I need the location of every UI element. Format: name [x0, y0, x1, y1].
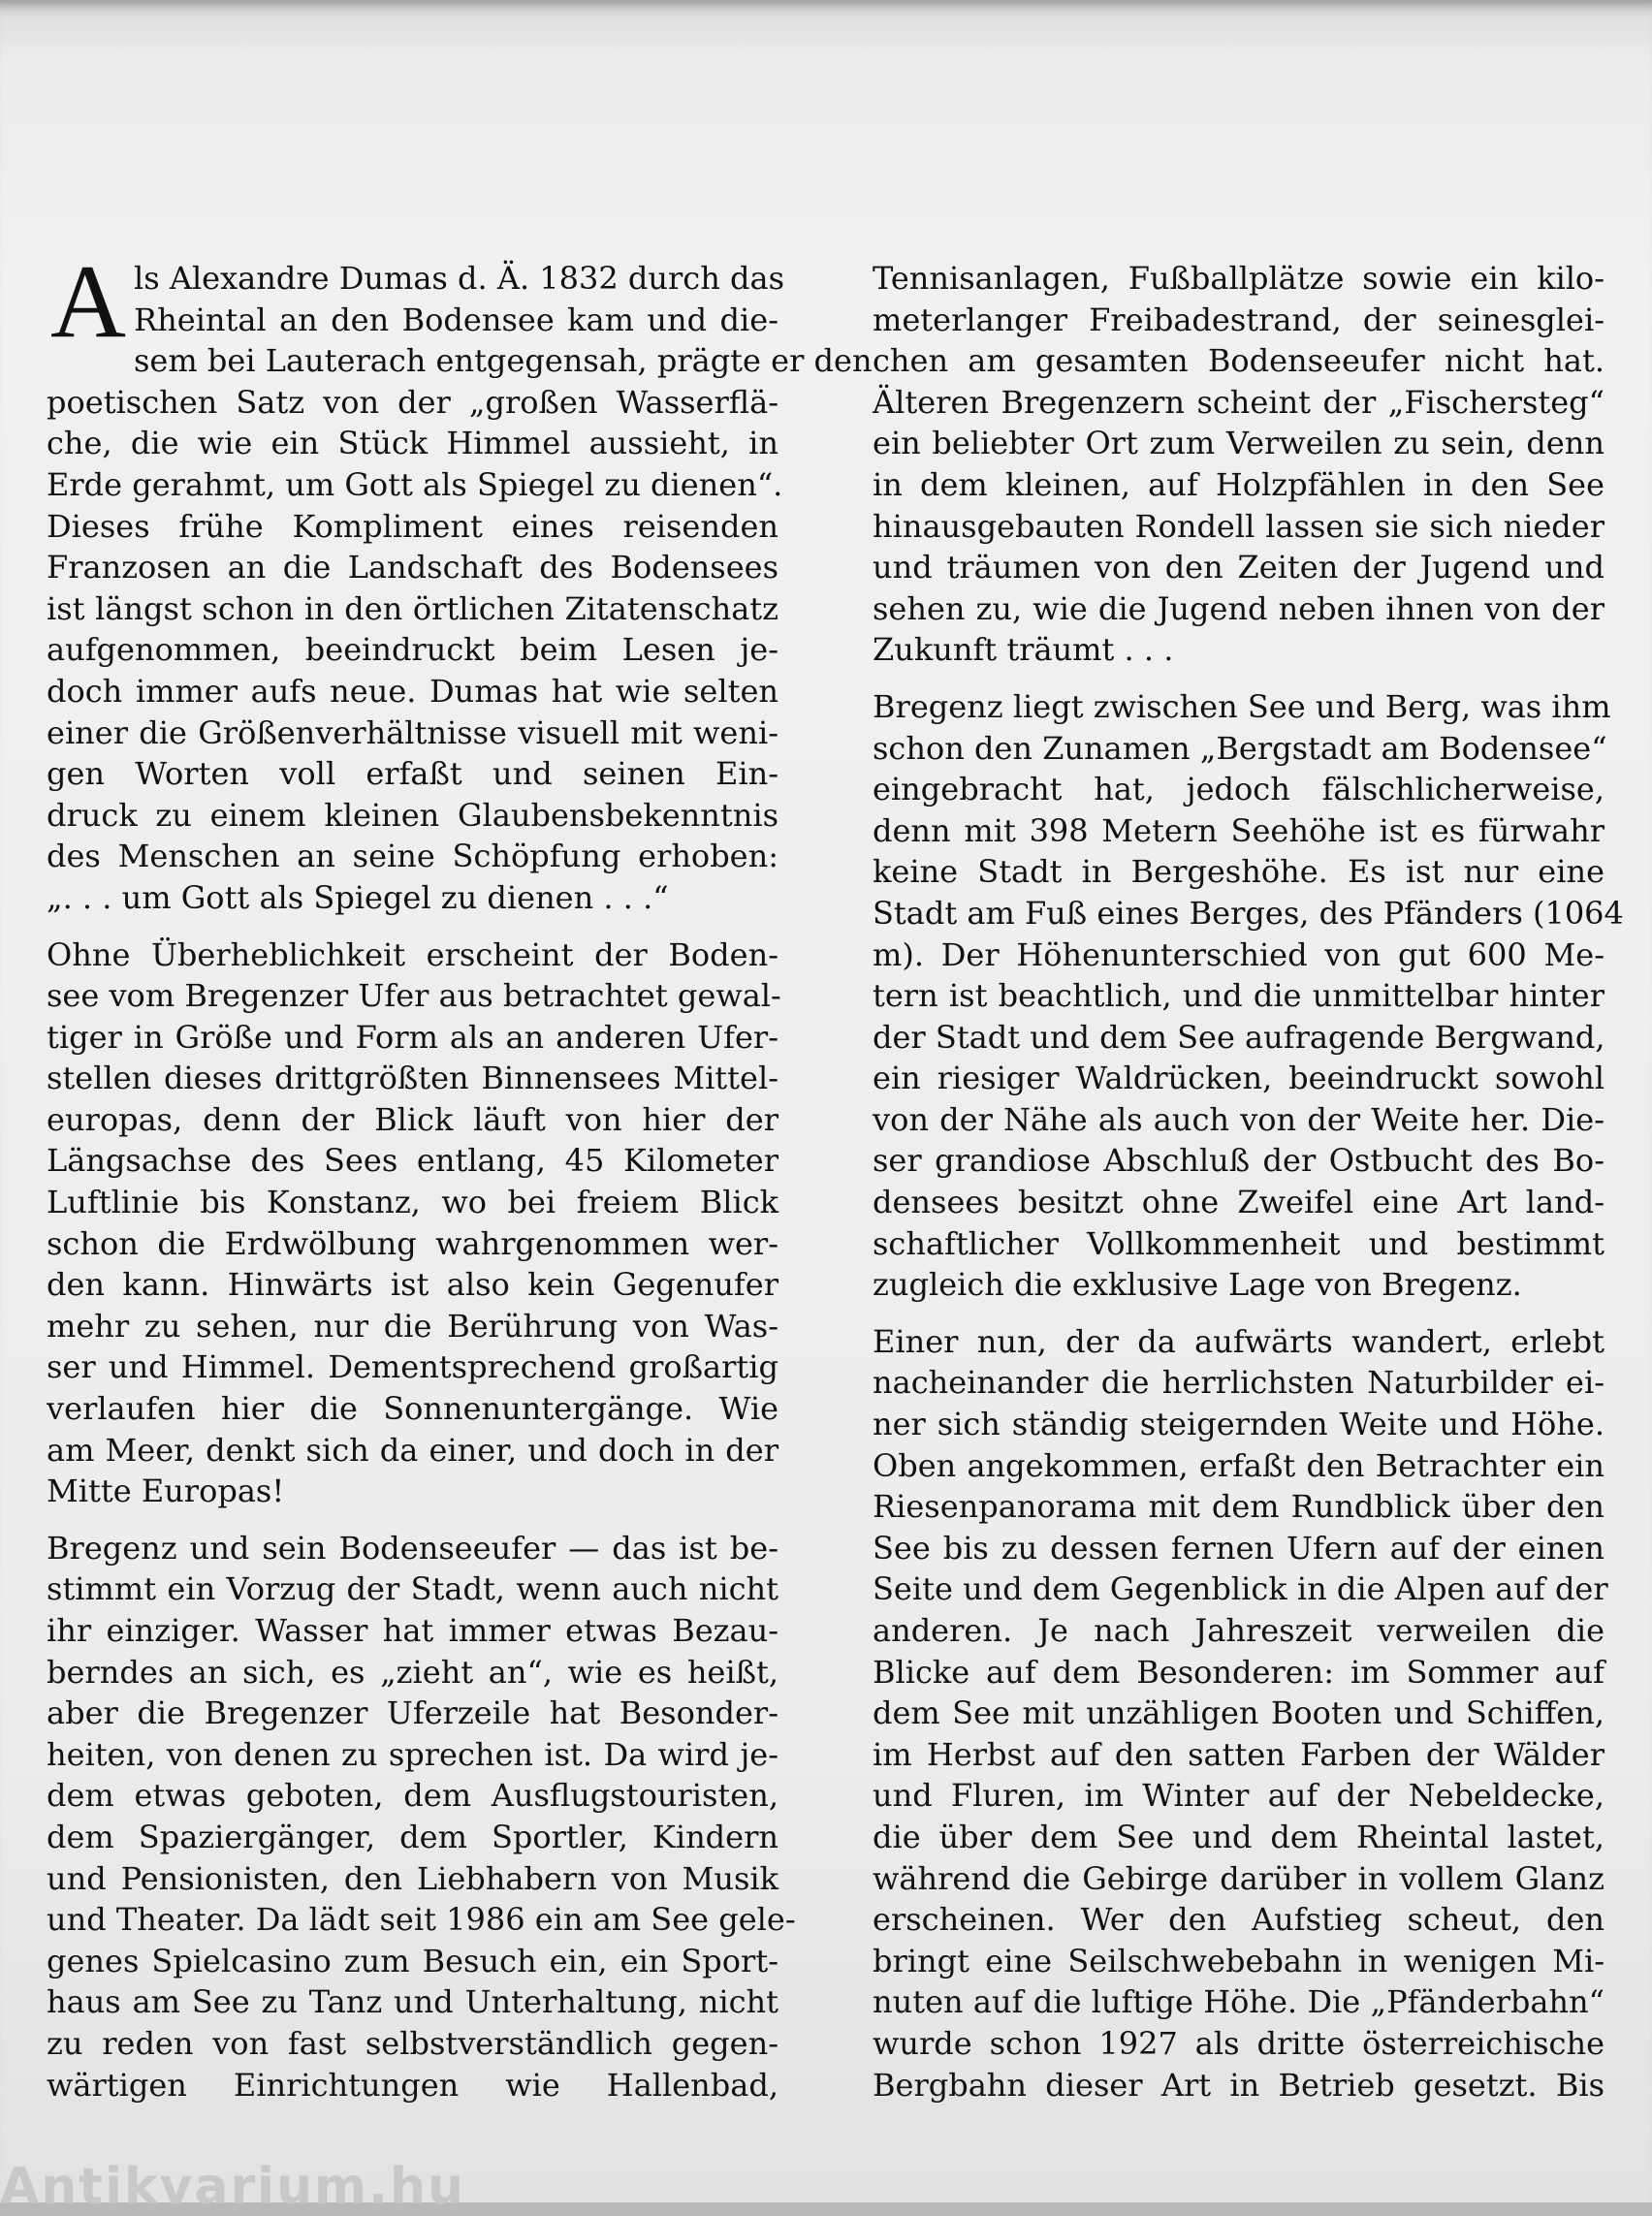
text-line: sehen zu, wie die Jugend neben ihnen von der: [873, 589, 1604, 627]
text-line: stimmt ein Vorzug der Stadt, wenn auch nicht: [47, 1570, 778, 1608]
text-line: berndes an sich, es „zieht an“, wie es heißt,: [47, 1653, 778, 1691]
paragraph: [873, 258, 1604, 671]
text-line: des Menschen an seine Schöpfung erhoben:: [47, 838, 778, 875]
text-line: doch immer aufs neue. Dumas hat wie selten: [47, 672, 778, 710]
text-line: die über dem See und dem Rheintal lastet,: [873, 1818, 1604, 1855]
text-line: schon den Zunamen „Bergstadt am Bodensee“: [873, 729, 1607, 767]
text-line: nuten auf die luftige Höhe. Die „Pfänderbahn“: [873, 1983, 1604, 2021]
text-line: Längsachse des Sees entlang, 45 Kilometer: [47, 1142, 778, 1180]
text-line: zu reden von fast selbstverständlich gegen-: [47, 2024, 778, 2062]
text-line: ein riesiger Waldrücken, beeindruckt sowohl: [873, 1060, 1604, 1097]
text-line: densees besitzt ohne Zweifel eine Art land-: [873, 1184, 1604, 1221]
text-line: erscheinen. Wer den Aufstieg scheut, den: [873, 1901, 1604, 1939]
text-line: ls Alexandre Dumas d. Ä. 1832 durch das: [134, 260, 784, 297]
text-line: am Meer, denkt sich da einer, und doch in der: [47, 1431, 778, 1469]
text-line: „. . . um Gott als Spiegel zu dienen . . .“: [47, 878, 669, 916]
text-line: mehr zu sehen, nur die Berührung von Was-: [47, 1307, 778, 1345]
text-line: und Fluren, im Winter auf der Nebeldecke,: [873, 1777, 1604, 1815]
text-line: ser und Himmel. Dementsprechend großartig: [47, 1348, 778, 1386]
text-line: von der Nähe als auch von der Weite her. Die-: [873, 1100, 1604, 1138]
text-line: denn mit 398 Metern Seehöhe ist es fürwahr: [873, 811, 1604, 849]
text-line: ein beliebter Ort zum Verweilen zu sein, denn: [873, 425, 1604, 462]
text-line: meterlanger Freibadestrand, der seinesglei-: [873, 301, 1604, 338]
text-line: gen Worten voll erfaßt und seinen Ein-: [47, 755, 778, 793]
text-line: eingebracht hat, jedoch fälschlicherweise,: [873, 771, 1604, 808]
text-line: Mitte Europas!: [47, 1472, 285, 1510]
text-line: Franzosen an die Landschaft des Bodensees: [47, 549, 778, 586]
text-line: nacheinander die herrlichsten Naturbilder ei-: [873, 1364, 1604, 1402]
text-line: verlaufen hier die Sonnenuntergänge. Wie: [47, 1390, 778, 1428]
text-line: wärtigen Einrichtungen wie Hallenbad,: [47, 2066, 778, 2104]
text-line: sem bei Lauterach entgegensah, prägte er den: [134, 342, 873, 380]
text-line: Ohne Überheblichkeit erscheint der Boden-: [47, 935, 778, 973]
text-line: Tennisanlagen, Fußballplätze sowie ein kilo-: [873, 260, 1604, 297]
text-line: Bergbahn dieser Art in Betrieb gesetzt. Bis: [873, 2066, 1604, 2104]
text-line: genes Spielcasino zum Besuch ein, ein Sport-: [47, 1942, 778, 1979]
text-line: Blicke auf dem Besonderen: im Sommer auf: [873, 1653, 1604, 1691]
text-line: Oben angekommen, erfaßt den Betrachter ein: [873, 1446, 1604, 1484]
text-line: während die Gebirge darüber in vollem Glanz: [873, 1859, 1604, 1897]
text-line: einer die Größenverhältnisse visuell mit weni-: [47, 713, 778, 751]
text-line: Bregenz liegt zwischen See und Berg, was ihm: [873, 687, 1611, 725]
text-line: poetischen Satz von der „großen Wasserflä-: [47, 383, 778, 421]
drop-cap: A: [50, 244, 126, 360]
text-line: stellen dieses drittgrößten Binnensees Mittel-: [47, 1060, 778, 1097]
text-line: ist längst schon in den örtlichen Zitatenschatz: [47, 589, 778, 627]
text-line: schaftlicher Vollkommenheit und bestimmt: [873, 1224, 1604, 1262]
text-line: tern ist beachtlich, und die unmittelbar hinter: [873, 977, 1604, 1015]
text-line: druck zu einem kleinen Glaubensbekenntnis: [47, 796, 778, 834]
text-line: und träumen von den Zeiten der Jugend und: [873, 549, 1604, 586]
text-line: Zukunft träumt . . .: [873, 631, 1174, 669]
right-column: [873, 258, 1624, 2121]
text-line: schon die Erdwölbung wahrgenommen wer-: [47, 1224, 778, 1262]
text-line: wurde schon 1927 als dritte österreichische: [873, 2024, 1604, 2062]
text-line: Bregenz und sein Bodenseeufer — das ist be-: [47, 1529, 778, 1567]
text-line: bringt eine Seilschwebebahn in wenigen Mi-: [873, 1942, 1604, 1979]
text-line: in dem kleinen, auf Holzpfählen in den See: [873, 465, 1604, 503]
text-line: anderen. Je nach Jahreszeit verweilen die: [873, 1612, 1604, 1649]
text-line: Dieses frühe Kompliment eines reisenden: [47, 507, 778, 545]
text-line: m). Der Höhenunterschied von gut 600 Me-: [873, 935, 1604, 973]
text-line: und Theater. Da lädt seit 1986 ein am See gele-: [47, 1901, 796, 1939]
text-line: keine Stadt in Bergeshöhe. Es ist nur eine: [873, 853, 1604, 891]
watermark: Antikvarium.hu: [0, 2158, 465, 2216]
text-line: dem See mit unzähligen Booten und Schiffen,: [873, 1694, 1604, 1732]
text-line: haus am See zu Tanz und Unterhaltung, nicht: [47, 1983, 778, 2021]
text-line: Einer nun, der da aufwärts wandert, erlebt: [873, 1322, 1604, 1360]
text-line: ner sich ständig steigernden Weite und Höhe.: [873, 1406, 1604, 1443]
text-line: Rheintal an den Bodensee kam und die-: [134, 301, 778, 338]
text-line: Erde gerahmt, um Gott als Spiegel zu dienen“.: [47, 465, 783, 503]
text-line: che, die wie ein Stück Himmel aussieht, in: [47, 425, 778, 462]
text-line: tiger in Größe und Form als an anderen Ufer-: [47, 1018, 778, 1056]
paragraph: [873, 686, 1624, 1306]
paragraph-intro: [47, 244, 873, 919]
text-line: aber die Bregenzer Uferzeile hat Besonder-: [47, 1694, 778, 1732]
left-column: [47, 244, 873, 2121]
text-line: Stadt am Fuß eines Berges, des Pfänders (1064: [873, 894, 1624, 932]
text-line: Seite und dem Gegenblick in die Alpen auf der: [873, 1570, 1608, 1608]
paragraph: [47, 1528, 796, 2105]
text-line: der Stadt und dem See aufragende Bergwand,: [873, 1018, 1605, 1056]
text-line: Luftlinie bis Konstanz, wo bei freiem Blick: [47, 1184, 778, 1221]
text-line: im Herbst auf den satten Farben der Wälder: [873, 1735, 1604, 1773]
text-line: europas, denn der Blick läuft von hier der: [47, 1100, 778, 1138]
paragraph: [873, 1321, 1608, 2105]
text-line: aufgenommen, beeindruckt beim Lesen je-: [47, 631, 778, 669]
text-line: chen am gesamten Bodenseeufer nicht hat.: [873, 342, 1604, 380]
text-line: ihr einziger. Wasser hat immer etwas Bezau-: [47, 1612, 778, 1649]
text-line: ser grandiose Abschluß der Ostbucht des Bo-: [873, 1142, 1604, 1180]
text-line: zugleich die exklusive Lage von Bregenz.: [873, 1266, 1522, 1304]
text-line: dem Spaziergänger, dem Sportler, Kindern: [47, 1818, 778, 1855]
text-line: Riesenpanorama mit dem Rundblick über den: [873, 1488, 1604, 1526]
text-line: und Pensionisten, den Liebhabern von Musik: [47, 1859, 778, 1897]
text-line: den kann. Hinwärts ist also kein Gegenufer: [47, 1266, 778, 1304]
text-line: Älteren Bregenzern scheint der „Fischersteg“: [873, 383, 1604, 421]
paragraph-lines: [47, 340, 873, 918]
text-line: heiten, von denen zu sprechen ist. Da wird je-: [47, 1735, 778, 1773]
paragraph: [47, 934, 781, 1512]
text-line: See bis zu dessen fernen Ufern auf der einen: [873, 1529, 1604, 1567]
text-line: hinausgebauten Rondell lassen sie sich nieder: [873, 507, 1604, 545]
text-line: dem etwas geboten, dem Ausflugstouristen,: [47, 1777, 778, 1815]
text-line: see vom Bregenzer Ufer aus betrachtet gewal-: [47, 977, 781, 1015]
